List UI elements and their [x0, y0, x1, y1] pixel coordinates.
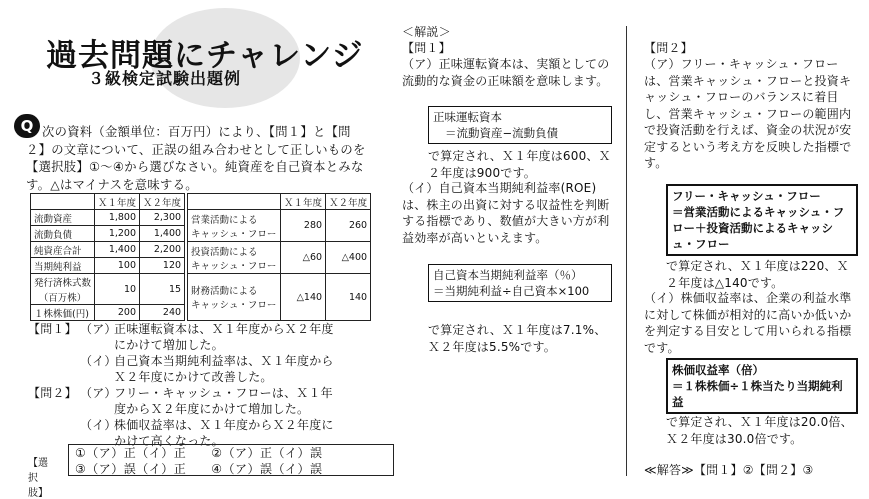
question-badge: Q — [14, 114, 40, 138]
table-header-cell: Ｘ１年度 — [95, 194, 140, 210]
statement-q1a-line2: にかけて増加した。 — [114, 338, 224, 352]
explanation-a-result: で算定され、Ｘ１年度は600、Ｘ２年度は900です。 — [428, 149, 611, 180]
table-cell: 1,400 — [140, 226, 185, 242]
table-cell: 1,200 — [95, 226, 140, 242]
table-cell: 200 — [95, 305, 140, 321]
choices-box — [68, 444, 394, 476]
cf-label-line1: 財務活動による — [191, 286, 258, 297]
explanation-a-paragraph: （ア）正味運転資本は、実額としての流動的な資金の正味額を意味します。 — [402, 57, 610, 88]
statement-q2b-line1: 株価収益率は、Ｘ１年度からＸ２年度に — [114, 418, 334, 432]
explanation-c-paragraph: （ア）フリー・キャッシュ・フローは、営業キャッシュ・フローと投資キャッシュ・フローのバランスに着目し、営業キャッシュ・フローの範囲内で投資活動を行えば、資金の状況が安定するという考え方を反映した指標です。 — [644, 57, 852, 170]
page-subtitle: ３級検定試験出題例 — [88, 69, 242, 88]
table-row — [31, 242, 371, 258]
table-header-cell: Ｘ２年度 — [326, 194, 371, 210]
cf-label-line1: 投資活動による — [191, 246, 258, 258]
formula-line: ＝流動資産−流動負債 — [445, 126, 559, 140]
cf-label-line2: キャッシュ・フロー — [191, 300, 277, 311]
choices-row: ①（ア）正（イ）正 ②（ア）正（イ）誤 — [75, 446, 323, 460]
formula-line: ＝１株株価÷１株当たり当期純利益 — [672, 379, 843, 409]
table-cell: 280 — [281, 210, 326, 242]
table-cell: 1,800 — [95, 210, 140, 226]
statement-q2-label: 【問２】 — [28, 386, 77, 400]
table-cell: 流動資産 — [31, 210, 95, 226]
table-cell: １株株価(円) — [31, 305, 95, 321]
statement-q1a-line1: 正味運転資本は、Ｘ１年度からＸ２年度 — [114, 322, 334, 336]
table-cell: 100 — [95, 258, 140, 274]
table-cell: 純資産合計 — [31, 242, 95, 258]
explanation-b-paragraph: （イ）自己資本当期純利益率(ROE)は、株主の出資に対する収益性を判断する指標であり、数値が大きい方が利益効率が高いといえます。 — [402, 181, 610, 245]
table-cell: 120 — [140, 258, 185, 274]
table-header-cell — [188, 194, 281, 210]
statement-q2b-line2: かけて高くなった。 — [114, 434, 224, 448]
formula-line: ＝営業活動によるキャッシュ・フロー＋投資活動によるキャッシュ・フロー — [672, 205, 845, 251]
formula-line: 正味運転資本 — [433, 110, 502, 124]
formula-free-cash-flow — [666, 184, 858, 256]
table-cell-label — [188, 210, 281, 242]
table-cell: （百万株） — [31, 289, 95, 305]
formula-working-capital — [428, 106, 612, 144]
table-cell: 140 — [326, 274, 371, 321]
answer-line: ≪解答≫【問１】②【問２】③ — [644, 463, 814, 477]
table-row — [31, 274, 371, 290]
statement-q1b-line1: 自己資本当期純利益率は、Ｘ１年度から — [114, 354, 334, 368]
formula-roe — [428, 264, 612, 302]
explanation-c-result: で算定され、Ｘ１年度は220、Ｘ２年度は△140です。 — [666, 259, 849, 290]
table-header-cell: Ｘ１年度 — [281, 194, 326, 210]
formula-line: ＝当期純利益÷自己資本×100 — [433, 284, 590, 298]
table-header-cell: Ｘ２年度 — [140, 194, 185, 210]
table-cell: 流動負債 — [31, 226, 95, 242]
table-cell: △140 — [281, 274, 326, 321]
statement-q1a-mark: （ア） — [80, 322, 117, 336]
question-body: 次の資料（金額単位：百万円）により、【問１】と【問２】の文章について、正誤の組み合わせとして正しいものを【選択肢】①〜④から選びなさい。純資産を自己資本とみなす。△はマイナスを意味する。 — [26, 125, 366, 192]
statement-q2a-line1: フリー・キャッシュ・フローは、Ｘ１年 — [114, 386, 333, 400]
cf-label-line2: キャッシュ・フロー — [191, 228, 277, 240]
table-cell: 当期純利益 — [31, 258, 95, 274]
choices-label: 【選択肢】 — [28, 458, 48, 499]
column-divider — [626, 26, 627, 476]
table-cell: 15 — [140, 274, 185, 305]
table-cell-label — [188, 274, 281, 321]
table-cell: 1,400 — [95, 242, 140, 258]
statement-q2a-mark: （ア） — [80, 386, 117, 400]
cf-label-line1: 営業活動による — [191, 214, 258, 226]
formula-line: フリー・キャッシュ・フロー — [672, 189, 821, 203]
table-cell: 240 — [140, 305, 185, 321]
statement-q1-label: 【問１】 — [28, 322, 77, 336]
table-row — [31, 210, 371, 226]
explanation-d-paragraph: （イ）株価収益率は、企業の利益水準に対して株価が相対的に高いか低いかを判定する目安として用いられる指標です。 — [644, 291, 852, 355]
choices-row: ③（ア）誤（イ）正 ④（ア）誤（イ）誤 — [75, 462, 323, 476]
explanation-d-result: で算定され、Ｘ１年度は20.0倍、Ｘ２年度は30.0倍です。 — [666, 415, 853, 446]
formula-line: 自己資本当期純利益率（％） — [433, 268, 583, 282]
table-cell-label — [188, 242, 281, 274]
statement-q2a-line2: 度からＸ２年度にかけて増加した。 — [114, 402, 310, 416]
cf-label-line2: キャッシュ・フロー — [191, 260, 277, 272]
explanation-q2-label: 【問２】 — [644, 41, 693, 55]
table-cell: 2,300 — [140, 210, 185, 226]
question-text — [26, 124, 368, 194]
table-cell: △400 — [326, 242, 371, 274]
table-cell: 発行済株式数 — [31, 274, 95, 290]
table-header-cell — [31, 194, 95, 210]
explanation-b-result: で算定され、Ｘ１年度は7.1%、Ｘ２年度は5.5%です。 — [428, 323, 607, 354]
statement-q1b-mark: （イ） — [80, 354, 117, 368]
financial-data-table — [30, 193, 371, 321]
page-title: 過去問題にチャレンジ — [46, 38, 364, 74]
explanation-heading: ＜解説＞ — [402, 25, 451, 39]
statement-q2b-mark: （イ） — [80, 418, 117, 432]
formula-line: 株価収益率（倍） — [672, 363, 764, 377]
table-cell: △60 — [281, 242, 326, 274]
explanation-q1-label: 【問１】 — [402, 41, 451, 55]
table-header-row — [31, 194, 371, 210]
table-cell: 260 — [326, 210, 371, 242]
statement-q1b-line2: Ｘ２年度にかけて改善した。 — [114, 370, 273, 384]
table-cell: 10 — [95, 274, 140, 305]
table-cell: 2,200 — [140, 242, 185, 258]
formula-per — [666, 358, 858, 414]
